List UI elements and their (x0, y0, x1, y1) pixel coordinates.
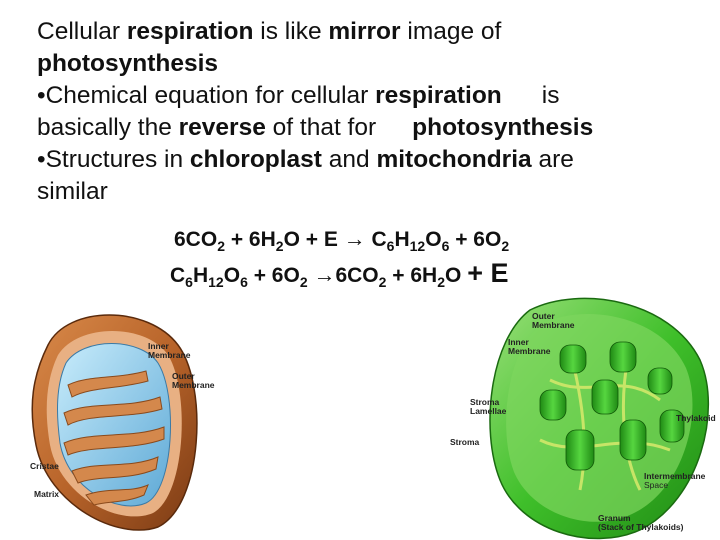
text-run: basically the (37, 114, 179, 141)
respiration-equation: $C_6H_{12}O_6 + 6O_2 \to 6CO_2 + 6H_2O + E$ (170, 258, 509, 290)
text-run: is (541, 82, 560, 109)
body-text (37, 16, 697, 208)
text-run: and (321, 146, 377, 173)
keyword-reverse: reverse (178, 114, 266, 141)
text-line-5 (37, 144, 697, 176)
text-line-4 (37, 112, 697, 144)
chloro-label-stroma: Stroma (450, 437, 480, 447)
text-run: of that for (265, 114, 377, 141)
text-run: is like (253, 18, 329, 45)
mito-label-cristae: Cristae (30, 461, 59, 471)
chloro-label-stroma-lamellae: Stroma Lamellae (470, 397, 507, 416)
keyword-mitochondria: mitochondria (376, 146, 532, 173)
text-run: •Structures in (37, 146, 190, 173)
photosynthesis-equation: $6CO_2 + 6H_2O + E \to C_6H_{12}O_6 + 6O_2$ (174, 226, 510, 254)
arrow-icon: → (313, 262, 336, 287)
text-line-6: similar (37, 178, 108, 205)
keyword-respiration: respiration (375, 82, 502, 109)
keyword-mirror: mirror (328, 18, 401, 45)
mito-label-outer: Outer Membrane (172, 371, 215, 390)
chloro-label-intermembrane: Intermembrane Space (644, 471, 706, 490)
text-run: are (531, 146, 574, 173)
text-run: •Chemical equation for cellular (37, 82, 376, 109)
chloro-label-granum: Granum (Stack of Thylakoids) (598, 513, 684, 532)
chloro-label-thylakoid: Thylakoid (676, 413, 716, 423)
arrow-icon: → (343, 226, 366, 251)
keyword-respiration: respiration (126, 18, 254, 45)
mitochondrion-illustration (28, 305, 238, 535)
mito-label-inner: Inner Membrane (148, 341, 191, 360)
keyword-photosynthesis: photosynthesis (412, 114, 594, 141)
text-line-2: photosynthesis (37, 50, 219, 77)
keyword-chloroplast: chloroplast (189, 146, 322, 173)
mito-label-matrix: Matrix (34, 489, 60, 499)
text-run: Cellular (37, 18, 127, 45)
text-line-3 (37, 80, 697, 112)
text-line-1 (37, 16, 697, 48)
chloro-label-outer: Outer Membrane (532, 311, 575, 330)
chloro-label-inner: Inner Membrane (508, 337, 551, 356)
text-run: image of (400, 18, 502, 45)
